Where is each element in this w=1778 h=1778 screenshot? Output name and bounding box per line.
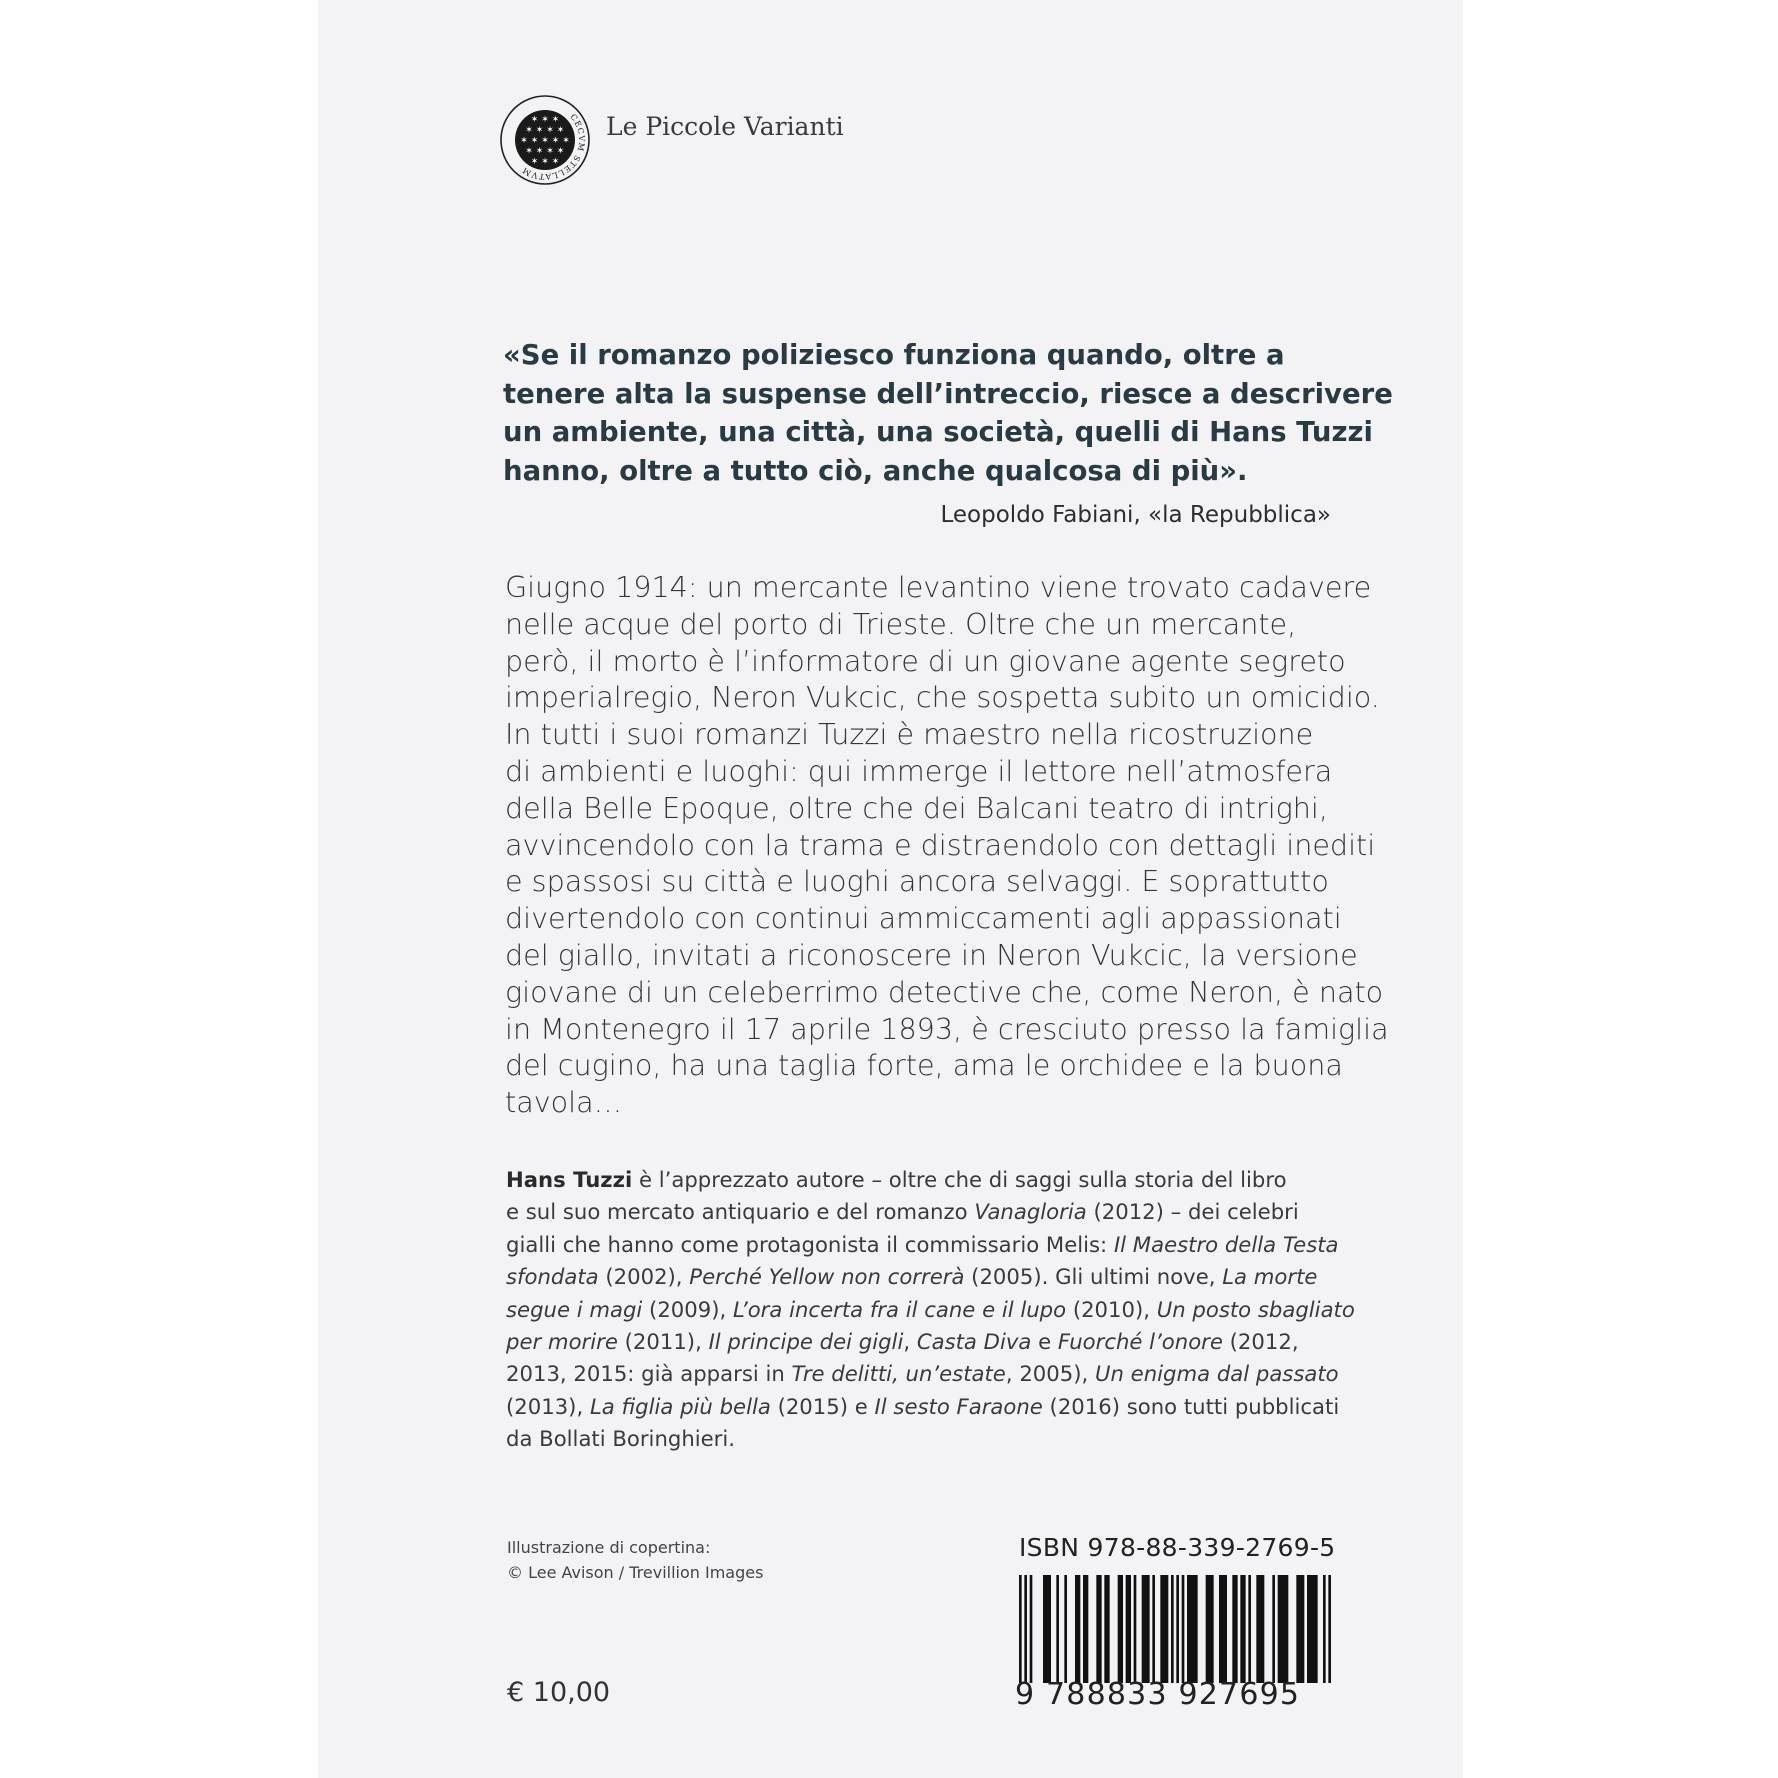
- blurb-line: divertendolo con continui ammiccamenti agli appassionati: [505, 901, 1342, 936]
- barcode-bar: [1083, 1575, 1088, 1683]
- seal-star-icon: ✶: [551, 157, 560, 167]
- blurb-line: giovane di un celeberrimo detective che, come Neron, è nato: [505, 974, 1384, 1009]
- blurb-line: e spassosi su città e luoghi ancora selvaggi. E soprattutto: [505, 864, 1329, 899]
- barcode-bar: [1064, 1575, 1067, 1683]
- credit-label: Illustrazione di copertina:: [507, 1538, 711, 1557]
- quote-line: «Se il romanzo poliziesco funziona quando, oltre a: [503, 339, 1285, 371]
- seal-star-icon: ✶: [520, 136, 528, 146]
- barcode-bar: [1219, 1575, 1227, 1683]
- seal-star-icon: ✶: [535, 146, 544, 157]
- barcode-bar: [1248, 1575, 1251, 1683]
- barcode-bar: [1278, 1575, 1289, 1683]
- credit-owner: © Lee Avison / Trevillion Images: [507, 1563, 764, 1582]
- barcode-bar: [1328, 1575, 1331, 1683]
- barcode-bar: [1019, 1575, 1022, 1683]
- barcode-bar: [1134, 1575, 1137, 1683]
- barcode-bar: [1232, 1575, 1237, 1683]
- bio-text: ,: [903, 1329, 917, 1355]
- blurb-line: nelle acque del porto di Trieste. Oltre che un mercante,: [505, 606, 1297, 641]
- bio-text: (2002),: [598, 1264, 690, 1290]
- book-title: Un posto sbagliato: [1156, 1296, 1355, 1322]
- barcode-bar: [1256, 1575, 1264, 1683]
- blurb-line: però, il morto è l’informatore di un giovane agente segreto: [505, 643, 1346, 678]
- quote-line: hanno, oltre a tutto ciò, anche qualcosa di più».: [503, 454, 1248, 487]
- barcode-bar: [1240, 1575, 1245, 1683]
- blurb-line: tavola…: [505, 1085, 623, 1120]
- seal-star-icon: ✶: [556, 146, 565, 157]
- isbn-label: ISBN 978-88-339-2769-5: [1019, 1533, 1336, 1562]
- barcode-bar: [1030, 1575, 1033, 1683]
- seal-star-icon: ✶: [551, 115, 560, 125]
- blurb-line: In tutti i suoi romanzi Tuzzi è maestro nella ricostruzione: [505, 717, 1314, 752]
- seal-star-icon: ✶: [525, 146, 533, 157]
- blurb-line: in Montenegro il 17 aprile 1893, è cresciuto presso la famiglia: [505, 1011, 1389, 1046]
- book-title: Fuorché l’onore: [1057, 1329, 1223, 1355]
- barcode-bar: [1152, 1575, 1155, 1683]
- barcode-bar: [1182, 1575, 1185, 1683]
- book-title: sfondata: [506, 1264, 599, 1290]
- bio-text: (2010),: [1066, 1296, 1157, 1322]
- seal-star-icon: ✶: [525, 125, 533, 136]
- bio-text: 2013, 2015: già apparsi in: [506, 1361, 792, 1387]
- author-name: Hans Tuzzi: [506, 1167, 633, 1192]
- seal-star-icon: ✶: [562, 136, 570, 146]
- book-title: Perché Yellow non correrà: [689, 1264, 965, 1290]
- book-title: Il sesto Faraone: [874, 1393, 1043, 1419]
- book-title: La morte: [1222, 1264, 1318, 1290]
- bio-text: e sul suo mercato antiquario e del romanzo: [506, 1199, 975, 1225]
- bio-text: (2013),: [506, 1393, 590, 1419]
- bio-text: (2012,: [1222, 1329, 1299, 1355]
- barcode-bar: [1171, 1575, 1174, 1683]
- barcode-bar: [1296, 1575, 1304, 1683]
- seal-star-icon: ✶: [551, 136, 560, 146]
- bio-text: gialli che hanno come protagonista il commissario Melis:: [506, 1231, 1114, 1257]
- seal-star-icon: ✶: [541, 115, 549, 125]
- quote-line: tenere alta la suspense dell’intreccio, riesce a descrivere: [503, 377, 1393, 410]
- barcode-bar: [1024, 1575, 1027, 1683]
- quote-attribution: Leopoldo Fabiani, «la Repubblica»: [940, 502, 1331, 528]
- cover-illustration-credit: [507, 1535, 763, 1585]
- seal-star-icon: ✶: [535, 125, 544, 136]
- seal-star-icon: ✶: [556, 125, 565, 136]
- barcode-bar: [1160, 1575, 1168, 1683]
- book-title: Vanagloria: [974, 1199, 1087, 1225]
- book-title: Il principe dei gigli: [708, 1329, 904, 1355]
- barcode-bar: [1056, 1575, 1059, 1683]
- quote-line: un ambiente, una città, una società, quelli di Hans Tuzzi: [503, 416, 1373, 448]
- barcode-bar: [1075, 1575, 1080, 1683]
- bio-text: (2005). Gli ultimi nove,: [964, 1264, 1223, 1290]
- barcode-bar: [1323, 1575, 1326, 1683]
- blurb-line: del giallo, invitati a riconoscere in Neron Vukcic, la versione: [505, 937, 1358, 972]
- seal-star-icon: ✶: [530, 115, 539, 125]
- seal-star-icon: ✶: [546, 146, 554, 157]
- barcode-number: 9 788833 927695: [1015, 1677, 1301, 1712]
- price: € 10,00: [507, 1677, 611, 1708]
- barcode-bar: [1096, 1575, 1101, 1683]
- blurb-line: della Belle Epoque, oltre che dei Balcani teatro di intrighi,: [505, 790, 1328, 825]
- review-quote: [503, 336, 1393, 490]
- bio-text: (2015) e: [770, 1393, 875, 1419]
- seal-star-icon: ✶: [530, 136, 539, 146]
- bio-text: è l’apprezzato autore – oltre che di saggi sulla storia del libro: [632, 1167, 1287, 1192]
- blurb-line: avvincendolo con la trama e distraendolo con dettagli inediti: [505, 827, 1376, 862]
- blurb-line: di ambienti e luoghi: qui immerge il lettore nell’atmosfera: [505, 753, 1333, 788]
- seal-text: CECVM STELLATVM: [520, 112, 587, 182]
- bio-text: (2016) sono tutti pubblicati: [1042, 1393, 1340, 1419]
- isbn-barcode: [1019, 1575, 1331, 1683]
- book-title: segue i magi: [506, 1296, 643, 1322]
- book-title: Un enigma dal passato: [1094, 1361, 1339, 1387]
- book-title: Casta Diva: [916, 1329, 1032, 1355]
- bio-text: da Bollati Boringhieri.: [506, 1426, 736, 1452]
- bio-text: e: [1031, 1329, 1058, 1355]
- seal-star-icon: ✶: [541, 157, 549, 167]
- book-title: L’ora incerta fra il cane e il lupo: [732, 1296, 1067, 1322]
- blurb-line: Giugno 1914: un mercante levantino viene trovato cadavere: [505, 570, 1372, 604]
- book-title: Il Maestro della Testa: [1113, 1231, 1339, 1257]
- book-blurb: [505, 569, 1389, 1121]
- blurb-line: imperialregio, Neron Vukcic, che sospetta subito un omicidio.: [505, 680, 1380, 715]
- barcode-bar: [1126, 1575, 1131, 1683]
- bio-text: (2011),: [617, 1329, 709, 1355]
- barcode-bar: [1206, 1575, 1214, 1683]
- publisher-seal-logo: [497, 92, 593, 188]
- barcode-bar: [1176, 1575, 1179, 1683]
- bio-text: , 2005),: [1005, 1361, 1095, 1387]
- blurb-line: del cugino, ha una taglia forte, ama le orchidee e la buona: [505, 1048, 1343, 1083]
- barcode-bar: [1187, 1575, 1198, 1683]
- bio-text: (2009),: [642, 1296, 733, 1322]
- barcode-bar: [1043, 1575, 1051, 1683]
- barcode-bar: [1272, 1575, 1275, 1683]
- book-title: per morire: [506, 1329, 618, 1355]
- barcode-bar: [1104, 1575, 1109, 1683]
- author-bio: [506, 1164, 1366, 1456]
- barcode-bar: [1118, 1575, 1123, 1683]
- seal-star-icon: ✶: [541, 136, 549, 146]
- book-title: La figlia più bella: [589, 1393, 771, 1419]
- imprint-name: Le Piccole Varianti: [606, 112, 844, 141]
- seal-star-icon: ✶: [546, 125, 554, 136]
- seal-star-icon: ✶: [530, 157, 539, 167]
- bio-text: (2012) – dei celebri: [1086, 1199, 1299, 1225]
- barcode-bar: [1142, 1575, 1150, 1683]
- barcode-bar: [1307, 1575, 1318, 1683]
- book-title: Tre delitti, un’estate: [791, 1361, 1006, 1387]
